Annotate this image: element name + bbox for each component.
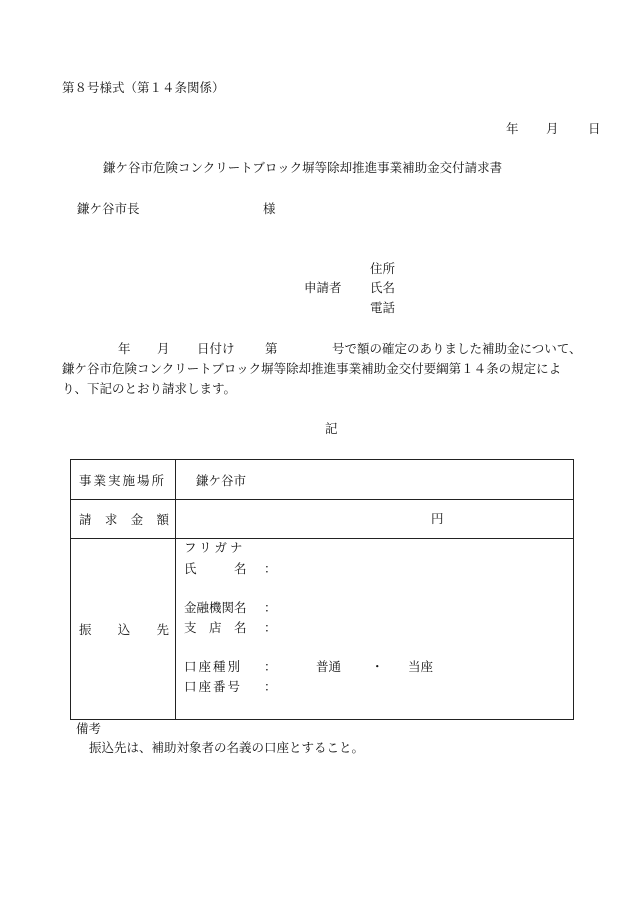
- date-day: 日: [588, 121, 601, 136]
- amount-row: [71, 500, 574, 539]
- applicant-phone-label: 電話: [370, 300, 396, 315]
- amount-unit: 円: [431, 511, 444, 526]
- document-title: 鎌ケ谷市危険コンクリートブロック塀等除却推進事業補助金交付請求書: [103, 160, 503, 175]
- addressee-name: 鎌ケ谷市長: [77, 201, 140, 216]
- form-number: 第８号様式（第１４条関係）: [62, 80, 225, 95]
- body-line3: り、下記のとおり請求します。: [62, 381, 237, 396]
- name-label-c2: 名: [234, 561, 247, 576]
- account-type-dot: ・: [371, 659, 384, 674]
- account-type-ordinary: 普通: [316, 659, 342, 674]
- addressee-honorific: 様: [263, 201, 276, 216]
- ki-heading: 記: [325, 421, 338, 436]
- body-no: 第: [265, 341, 278, 356]
- date-year: 年: [506, 121, 519, 136]
- transfer-row: [71, 539, 574, 720]
- date-month: 月: [546, 121, 559, 136]
- furigana-label: フリガナ: [184, 540, 246, 555]
- branch-colon: ：: [264, 620, 277, 635]
- body-month: 月: [157, 341, 170, 356]
- account-number-colon: ：: [264, 679, 277, 694]
- site-label: 事業実施場所: [79, 472, 167, 488]
- applicant-name-label: 氏名: [370, 280, 396, 295]
- branch-c2: 店: [209, 620, 222, 635]
- account-type-label: 口座種別: [184, 659, 243, 674]
- branch-c1: 支: [184, 620, 197, 635]
- applicant-address-label: 住所: [370, 261, 396, 276]
- notes-heading: 備考: [76, 721, 102, 736]
- branch-c3: 名: [234, 620, 247, 635]
- body-line2: 鎌ケ谷市危険コンクリートブロック塀等除却推進事業補助金交付要綱第１４条の規定によ: [62, 361, 562, 376]
- account-type-colon: ：: [264, 659, 277, 674]
- name-colon: ：: [264, 561, 277, 576]
- bank-name-label: 金融機関名: [184, 600, 247, 615]
- body-dated: 日付け: [197, 341, 235, 356]
- site-value: 鎌ケ谷市: [196, 472, 247, 488]
- transfer-label: 振 込 先: [79, 622, 169, 637]
- account-number-label: 口座番号: [184, 679, 243, 694]
- amount-label: 請 求 金 額: [79, 512, 169, 527]
- body-year: 年: [118, 341, 131, 356]
- name-label-c1: 氏: [184, 561, 197, 576]
- applicant-label: 申請者: [304, 280, 342, 295]
- body-line1-rest: 号で額の確定のありました補助金について、: [332, 341, 582, 356]
- account-type-current: 当座: [408, 659, 434, 674]
- site-row: [71, 460, 574, 500]
- bank-colon: ：: [264, 600, 277, 615]
- notes-text: 振込先は、補助対象者の名義の口座とすること。: [89, 740, 365, 755]
- claim-table: [70, 459, 574, 720]
- transfer-details: [176, 539, 573, 719]
